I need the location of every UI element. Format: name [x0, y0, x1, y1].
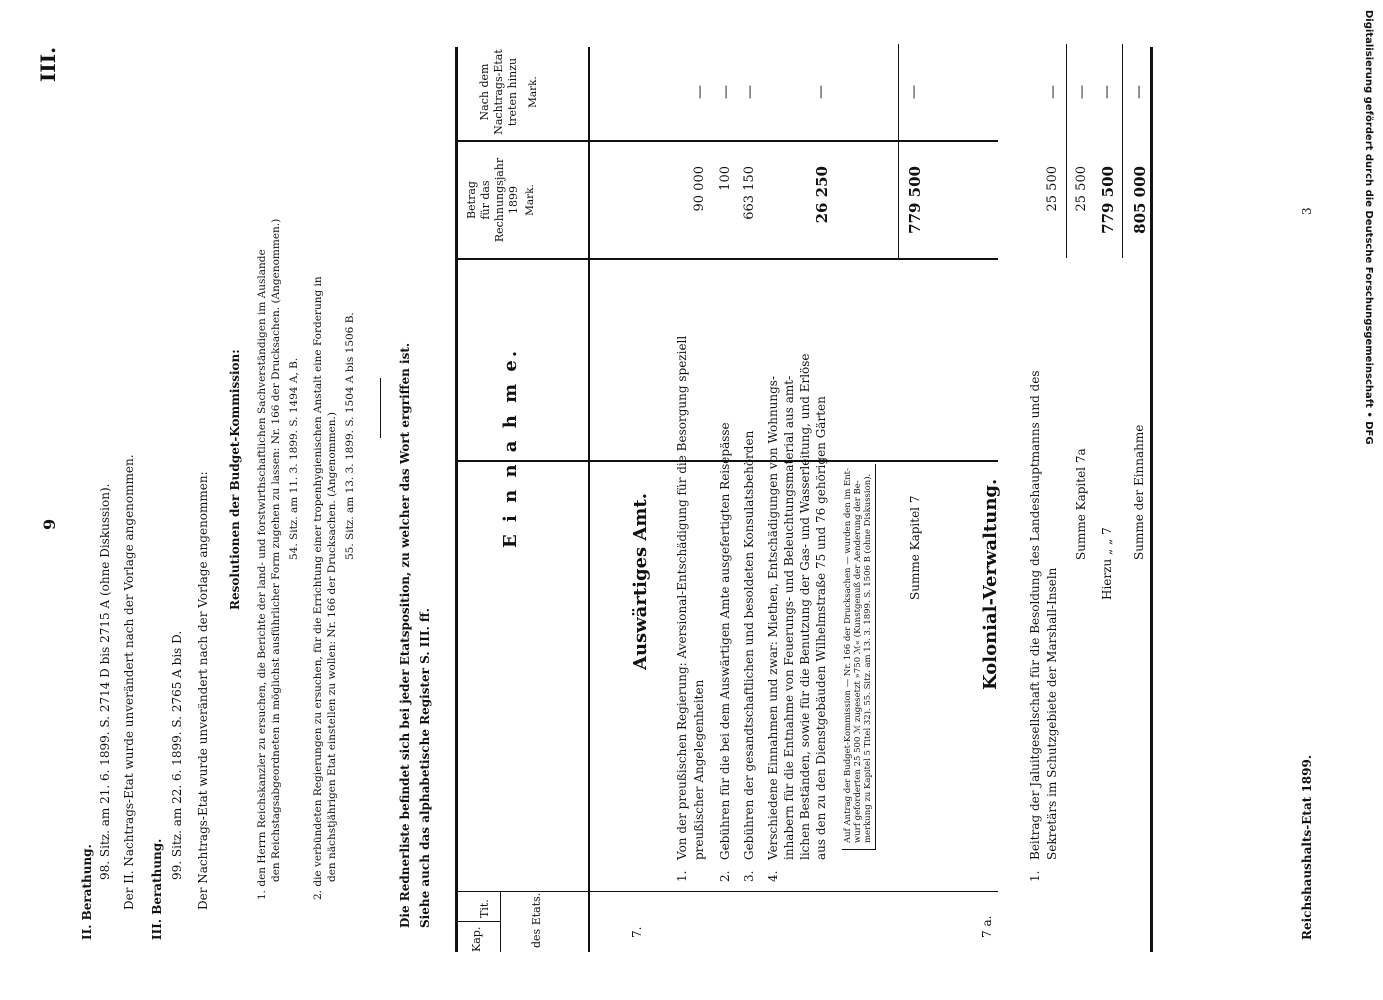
header-kap: Kap.	[470, 926, 483, 952]
total-extra: —	[1131, 85, 1147, 99]
item-7-4-line-1: Verschiedene Einnahmen und zwar: Miethen, Entschädigungen von Wohnungs-	[766, 375, 780, 860]
speaker-note: Die Rednerliste befindet sich bei jeder Etatsposition, zu welcher das Wort ergriffen ist.	[398, 342, 412, 928]
berathung-iii-result: Der Nachtrags-Etat wurde unverändert nach der Vorlage angenommen:	[196, 471, 210, 910]
sum-kap-7-extra: —	[906, 85, 922, 99]
item-7-1-amount: 90 000	[692, 166, 707, 212]
item-7a-1-extra: —	[1045, 85, 1061, 99]
item-7-4-tit: 4.	[766, 870, 780, 882]
header-title: E i n n a h m e.	[500, 347, 521, 548]
item-7-4-line-3: lichen Beständen, sowie für die Benutzung der Gas- und Wasserleitung, und Erlöse	[798, 353, 812, 860]
total-label: Summe der Einnahme	[1132, 424, 1146, 560]
register-note: Siehe auch das alphabetische Register S. III. ff.	[418, 608, 432, 928]
item-7-2-text: Gebühren für die bei dem Auswärtigen Amte ausgefertigten Reisepässe	[718, 422, 732, 860]
section-auswaertiges-amt: Auswärtiges Amt.	[630, 492, 651, 670]
item-7-3-extra: —	[742, 85, 758, 99]
berathung-ii-result: Der II. Nachtrags-Etat wurde unverändert nach der Vorlage angenommen.	[122, 454, 136, 910]
sum-kap-7a-label: Summe Kapitel 7a	[1074, 448, 1088, 560]
header-des-etats: des Etats.	[530, 892, 543, 948]
berathung-ii-sitting: 98. Sitz. am 21. 6. 1899. S. 2714 D bis 2715 A (ohne Diskussion).	[98, 483, 112, 880]
berathung-iii-sitting: 99. Sitz. am 22. 6. 1899. S. 2765 A bis D.	[170, 630, 184, 880]
page-number: 9	[40, 518, 59, 530]
budget-commission-note: Auf Antrag der Budget-Kommission — Nr. 166 der Drucksachen — wurden den im Ent- wurf geforderten 25 500 ℳ zugesetzt »750 ℳ« (Kunstgenuß der Aenderung der Be- merkung zu Kapitel 5 Titel 32). 55. Sitz. am 13. 3. 1899. S. 1506 B (ohne Diskussion).	[842, 464, 876, 850]
resolution-2-line-2: den nächstjährigen Etat einstellen zu wollen: Nr. 166 der Drucksachen. (Angenommen.)	[326, 412, 338, 882]
part-label: III.	[36, 46, 60, 82]
hierzu-label: Hierzu „ „ 7	[1100, 527, 1114, 600]
item-7-4-line-2: inhabern für die Entnahme von Feuerungs- und Beleuchtungsmaterial aus amt-	[782, 375, 796, 860]
footer-left: Reichshaushalts-Etat 1899.	[1300, 754, 1314, 940]
resolution-2-line-1: 2. die verbündeten Regierungen zu ersuchen, für die Errichtung einer tropenhygienischen Anstalt eine Forderung in	[312, 276, 324, 900]
item-7a-1-tit: 1.	[1028, 870, 1042, 882]
dfg-side-note: Digitalisierung gefördert durch die Deutsche Forschungsgemeinschaft • DFG	[1363, 10, 1374, 445]
hierzu-extra: —	[1099, 85, 1115, 99]
section-kolonial-verwaltung: Kolonial-Verwaltung.	[980, 478, 1001, 690]
item-7-1-tit: 1.	[675, 870, 689, 882]
footer-number: 3	[1300, 207, 1314, 215]
item-7-1-extra: —	[692, 85, 708, 99]
kap-7a: 7 a.	[980, 915, 994, 938]
berathung-iii-heading: III. Berathung.	[150, 838, 164, 940]
item-7-3-amount: 663 150	[742, 166, 757, 220]
sum-kap-7a: 25 500	[1074, 166, 1089, 212]
resolutions-heading: Resolutionen der Budget-Kommission:	[228, 349, 242, 610]
resolution-2-sitting: 55. Sitz. am 13. 3. 1899. S. 1504 A bis 1506 B.	[344, 312, 356, 560]
item-7-4-amount: 26 250	[813, 166, 831, 224]
berathung-ii-heading: II. Berathung.	[80, 844, 94, 940]
item-7-1-line-1: Von der preußischen Regierung: Aversional-Entschädigung für die Besorgung speziell	[675, 335, 689, 860]
item-7-2-tit: 2.	[718, 870, 732, 882]
sum-kap-7: 779 500	[906, 166, 924, 234]
item-7-4-extra: —	[813, 85, 829, 99]
item-7-2-amount: 100	[718, 166, 733, 191]
header-betrag: Betrag für das Rechnungsjahr 1899 Mark.	[465, 157, 536, 243]
sum-kap-7a-extra: —	[1074, 85, 1090, 99]
item-7a-1-line-1: Beitrag der Jaluitgesellschaft für die Besoldung des Landeshauptmanns und des	[1028, 370, 1042, 860]
sum-kap-7-label: Summe Kapitel 7	[908, 495, 922, 600]
header-nachtrag: Nach dem Nachtrags-Etat treten hinzu Mark.	[478, 49, 539, 135]
item-7a-1-amount: 25 500	[1045, 166, 1060, 212]
header-tit: Tit.	[478, 899, 491, 918]
hierzu-amount: 779 500	[1099, 166, 1117, 234]
kap-7: 7.	[630, 926, 644, 938]
resolution-1-line-2: den Reichstagsabgeordneten in möglichst ausführlicher Form zugehen zu lassen: Nr. 166 der Drucksachen. (Angenommen.)	[270, 218, 282, 882]
item-7-3-tit: 3.	[742, 870, 756, 882]
item-7-1-line-2: preußischer Angelegenheiten	[692, 679, 706, 860]
item-7-2-extra: —	[718, 85, 734, 99]
item-7a-1-line-2: Sekretärs im Schutzgebiete der Marshall-Inseln	[1045, 567, 1059, 860]
total-amount: 805 000	[1131, 166, 1149, 234]
item-7-3-text: Gebühren der gesandtschaftlichen und besoldeten Konsulatsbehörden	[742, 430, 756, 860]
resolution-1-sitting: 54. Sitz. am 11. 3. 1899. S. 1494 A, B.	[288, 357, 300, 560]
item-7-4-line-4: aus den zu den Dienstgebäuden Wilhelmstraße 75 und 76 gehörigen Gärten	[814, 396, 828, 860]
resolution-1-line-1: 1. den Herrn Reichskanzler zu ersuchen, die Berichte der land- und forstwirthschaftlichen Sachverständigen im Auslande	[256, 249, 268, 900]
